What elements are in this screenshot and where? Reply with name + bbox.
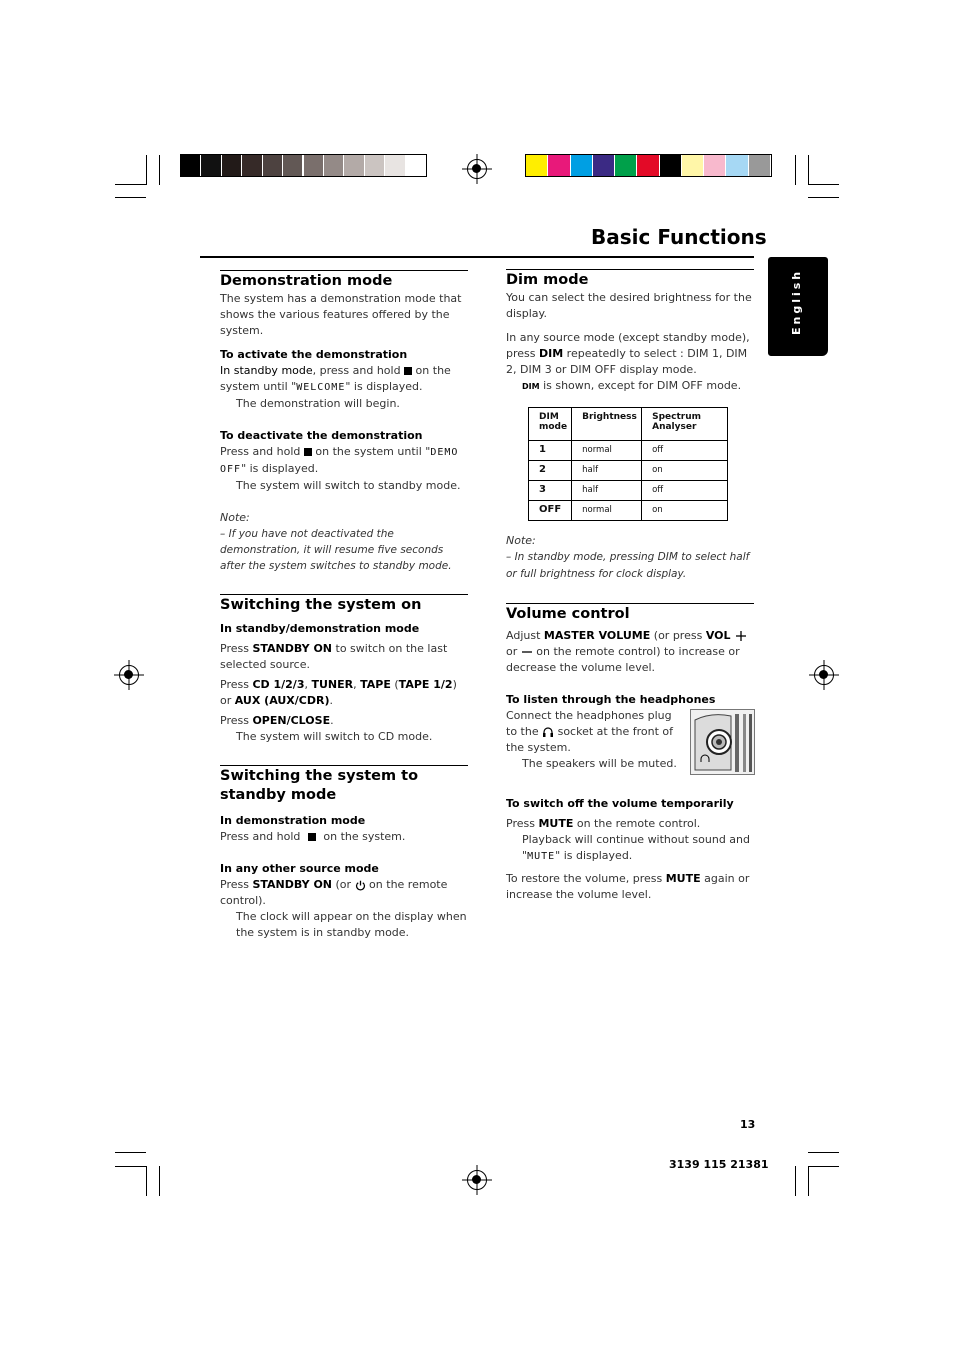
table-cell: off [642,441,728,461]
page-number: 13 [740,1118,756,1131]
registration-mark-icon [814,665,834,685]
grayscale-calibration-bar [180,154,427,177]
demo-intro: The system has a demonstration mode that shows the various features offered by the system. [220,292,462,337]
gray-swatch [181,155,200,176]
table-cell: 1 [529,441,572,461]
color-swatch [526,155,547,176]
table-header-row [529,408,728,441]
gray-swatch [406,155,425,176]
standby-p1: Press and hold on the system. [220,830,406,843]
activate-demo-title: To activate the demonstration [220,348,408,361]
dim-p2: DIM is shown, except for DIM OFF mode. [522,379,742,392]
gray-swatch [222,155,241,176]
left-column [220,270,468,941]
table-row [529,441,728,461]
section-heading-dim: Dim mode [506,269,754,290]
switch-on-p3: Press OPEN/CLOSE. [220,714,334,727]
table-cell: half [572,461,642,481]
section-heading-volume: Volume control [506,603,754,624]
mute-result: Playback will continue without sound and "MUTE" is displayed. [522,833,750,862]
headphones-icon [542,726,554,738]
table-cell: 2 [529,461,572,481]
table-cell: 3 [529,481,572,501]
section-heading-standby: Switching the system to standby mode [220,765,468,805]
switch-on-p1: Press STANDBY ON to switch on the last selected source. [220,642,448,671]
registration-mark-icon [467,159,487,179]
gray-swatch [304,155,323,176]
switch-on-p2: Press CD 1/2/3, TUNER, TAPE (TAPE 1/2) or AUX (AUX/CDR). [220,678,457,707]
dim-p1: In any source mode (except standby mode), press DIM repeatedly to select : DIM 1, DIM 2, DIM 3 or DIM OFF display mode. [506,331,750,376]
color-swatch [571,155,592,176]
color-swatch [660,155,681,176]
color-swatch [704,155,725,176]
table-row [529,501,728,521]
table-cell: OFF [529,501,572,521]
color-swatch [749,155,770,176]
gray-swatch [283,155,302,176]
language-tab [768,257,828,356]
deactivate-demo-title: To deactivate the demonstration [220,429,423,442]
volume-p1: Adjust MASTER VOLUME (or press VOL or on the remote control) to increase or decrease the volume level. [506,628,754,676]
table-cell: on [642,501,728,521]
color-swatch [637,155,658,176]
activate-demo-result: The demonstration will begin. [236,397,400,410]
headphone-socket-drawing [691,710,755,775]
page-title: Basic Functions [591,225,767,249]
dim-mode-table [528,407,728,521]
stop-square-icon [404,367,412,375]
right-column [506,269,754,903]
minus-icon [521,646,533,658]
table-header-cell: Brightness [572,408,642,441]
plus-icon [735,630,747,642]
table-header-cell: DIM mode [529,408,572,441]
table-cell: on [642,461,728,481]
registration-mark-icon [119,665,139,685]
color-calibration-bar [525,154,772,177]
gray-swatch [365,155,384,176]
color-swatch [615,155,636,176]
dim-intro: You can select the desired brightness for the display. [506,291,752,320]
demo-note-text: – If you have not deactivated the demonstration, it will resume five seconds after the system switches to standby mode. [220,528,452,572]
deactivate-demo-text: Press and hold on the system until "DEMO OFF" is displayed. [220,445,459,475]
dim-note-text: – In standby mode, pressing DIM to select half or full brightness for clock display. [506,551,750,580]
color-swatch [548,155,569,176]
language-tab-label: English [790,268,803,335]
section-heading-switch-on: Switching the system on [220,594,468,615]
gray-swatch [324,155,343,176]
restore-volume: To restore the volume, press MUTE again or increase the volume level. [506,872,750,901]
headphones-result: The speakers will be muted. [522,757,677,770]
standby-sub1: In demonstration mode [220,814,366,827]
document-code: 3139 115 21381 [669,1158,769,1171]
demo-note-label: Note: [220,511,250,524]
power-icon [355,880,366,891]
stop-square-icon [308,833,316,841]
standby-p2: Press STANDBY ON (or on the remote control). [220,878,448,907]
table-cell: normal [572,441,642,461]
registration-mark-icon [467,1170,487,1190]
section-heading-demonstration: Demonstration mode [220,270,468,291]
mute-p1: Press MUTE on the remote control. [506,817,701,830]
table-cell: off [642,481,728,501]
gray-swatch [242,155,261,176]
color-swatch [726,155,747,176]
switch-on-result: The system will switch to CD mode. [236,730,433,743]
activate-demo-text: In standby mode, press and hold on the system until "WELCOME" is displayed. [220,364,451,393]
headphone-socket-illustration [690,709,755,775]
gray-swatch [201,155,220,176]
title-rule [200,256,754,258]
standby-result: The clock will appear on the display when the system is in standby mode. [236,910,467,939]
table-row [529,461,728,481]
deactivate-demo-result: The system will switch to standby mode. [236,479,461,492]
standby-sub2: In any other source mode [220,862,379,875]
stop-square-icon [304,448,312,456]
dim-note-label: Note: [506,534,536,547]
color-swatch [682,155,703,176]
table-cell: normal [572,501,642,521]
table-cell: half [572,481,642,501]
table-row [529,481,728,501]
gray-swatch [263,155,282,176]
gray-swatch [344,155,363,176]
mute-title: To switch off the volume temporarily [506,797,734,810]
table-header-cell: Spectrum Analyser [642,408,728,441]
headphones-title: To listen through the headphones [506,693,716,706]
headphones-text: Connect the headphones plug to the socket at the front of the system. [506,709,674,754]
color-swatch [593,155,614,176]
switch-on-sub: In standby/demonstration mode [220,622,420,635]
gray-swatch [385,155,404,176]
